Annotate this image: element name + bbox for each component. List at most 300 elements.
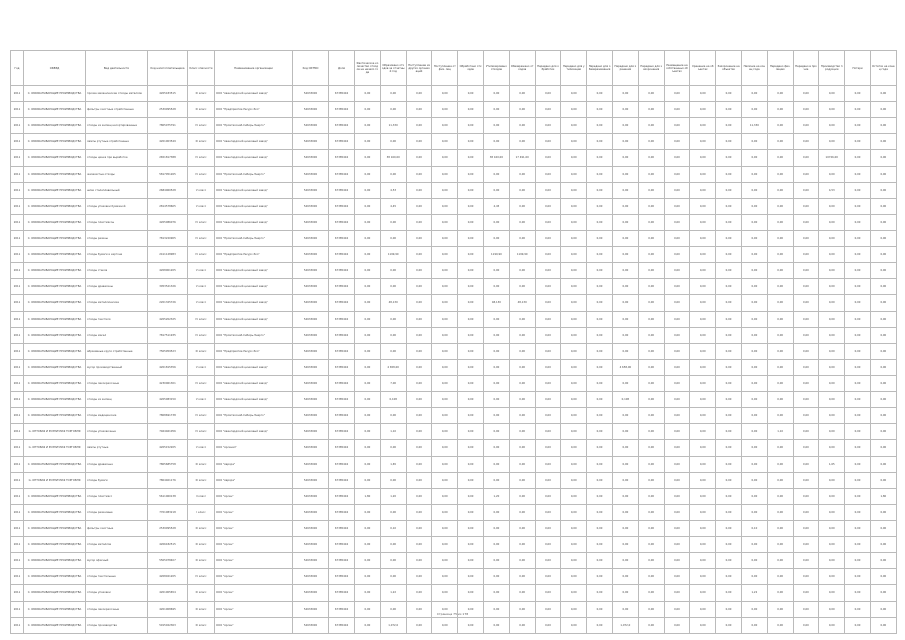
table-cell: 2011: [11, 86, 24, 102]
column-header: Поступление от физ. лиц: [432, 51, 458, 86]
table-cell: 0,00: [509, 488, 535, 504]
table-cell: 0,00: [741, 343, 767, 359]
table-cell: 0,00: [612, 553, 638, 569]
table-cell: отходы текстильные: [86, 569, 148, 585]
table-cell: 0,00: [355, 569, 381, 585]
table-cell: 0,00: [638, 601, 664, 617]
table-cell: 0,00: [612, 424, 638, 440]
table-cell: V класс: [188, 440, 215, 456]
table-cell: 0,00: [432, 424, 458, 440]
table-cell: 0,00: [767, 166, 793, 182]
table-cell: 0,00: [793, 150, 819, 166]
table-cell: 0,00: [458, 504, 484, 520]
table-cell: 0,00: [664, 488, 690, 504]
table-cell: С. ОБРАБАТЫВАЮЩИЕ ПРОИЗВОДСТВА: [24, 86, 86, 102]
table-cell: 0,00: [664, 585, 690, 601]
table-cell: 0,00: [406, 359, 432, 375]
table-cell: 0,00: [509, 198, 535, 214]
table-cell: отходы металлические: [86, 295, 148, 311]
table-cell: 0,00: [690, 343, 716, 359]
table-row: [11, 134, 897, 150]
table-row: [11, 279, 897, 295]
table-cell: 0,00: [767, 488, 793, 504]
table-cell: III класс: [188, 343, 215, 359]
table-cell: 2011: [11, 440, 24, 456]
table-cell: 0,00: [612, 230, 638, 246]
table-cell: отходы упаковочные: [86, 424, 148, 440]
table-cell: 0,00: [561, 102, 587, 118]
table-cell: 0,00: [845, 359, 871, 375]
table-cell: прочие механические отходы металлов: [86, 86, 148, 102]
table-cell: 0,00: [380, 214, 406, 230]
table-cell: 0,00: [819, 520, 845, 536]
table-cell: 0,00: [690, 585, 716, 601]
table-cell: 0,00: [819, 440, 845, 456]
table-cell: 0,00: [690, 520, 716, 536]
table-cell: ООО "Аврора": [215, 456, 293, 472]
table-cell: 0,00: [406, 392, 432, 408]
table-cell: 7701083218: [148, 504, 188, 520]
table-cell: 0,00: [509, 359, 535, 375]
table-cell: 0,00: [483, 520, 509, 536]
table-cell: 0,00: [535, 424, 561, 440]
table-cell: 0,00: [380, 102, 406, 118]
table-row: [11, 198, 897, 214]
table-cell: 0,00: [458, 86, 484, 102]
table-cell: 0,00: [870, 424, 896, 440]
table-cell: 0,00: [535, 214, 561, 230]
table-cell: ООО "Арсенал": [215, 440, 293, 456]
column-header: Передано для обработки: [535, 51, 561, 86]
table-cell: 0,00: [380, 601, 406, 617]
table-cell: 0,00: [716, 585, 742, 601]
table-cell: 0,00: [664, 424, 690, 440]
table-row: [11, 472, 897, 488]
table-cell: ООО "Промтехснаб-Сибирь-Энерго": [215, 118, 293, 134]
table-cell: 0,00: [870, 166, 896, 182]
table-cell: 2011: [11, 166, 24, 182]
table-cell: 0,00: [690, 472, 716, 488]
table-cell: 0,00: [483, 166, 509, 182]
table-cell: 1,80: [355, 488, 381, 504]
table-cell: отходы упаковки бумажной: [86, 198, 148, 214]
table-cell: 0,00: [355, 311, 381, 327]
table-cell: 0,00: [432, 230, 458, 246]
table-cell: 0,00: [664, 198, 690, 214]
table-cell: 0,00: [638, 472, 664, 488]
table-body: [11, 86, 897, 634]
table-cell: 7464461056: [148, 424, 188, 440]
table-cell: ООО "Авангардский цинковый завод": [215, 263, 293, 279]
table-cell: 4205202325: [148, 311, 188, 327]
table-cell: 0,00: [716, 86, 742, 102]
table-cell: 5915022363: [148, 617, 188, 633]
table-cell: IV класс: [188, 247, 215, 263]
table-cell: III класс: [188, 86, 215, 102]
table-cell: 0,00: [406, 198, 432, 214]
table-cell: 0,00: [406, 520, 432, 536]
table-cell: 0,00: [819, 472, 845, 488]
table-cell: 0,00: [406, 327, 432, 343]
table-cell: 0,00: [483, 230, 509, 246]
table-cell: 0,00: [767, 569, 793, 585]
table-cell: 0,00: [535, 537, 561, 553]
table-cell: 0,00: [767, 279, 793, 295]
table-cell: 0,00: [535, 520, 561, 536]
table-cell: 0,00: [355, 134, 381, 150]
table-cell: отходы бумаги и картона: [86, 247, 148, 263]
table-cell: 0,00: [587, 214, 613, 230]
table-cell: 0,00: [380, 553, 406, 569]
table-row: [11, 504, 897, 520]
table-cell: 0,00: [535, 504, 561, 520]
table-cell: 10726,00: [819, 150, 845, 166]
table-cell: 54633000: [293, 263, 329, 279]
table-cell: 0,00: [406, 408, 432, 424]
table-cell: 0,00: [690, 295, 716, 311]
table-cell: 0,00: [716, 456, 742, 472]
table-cell: 0,00: [535, 102, 561, 118]
table-cell: 67385404: [329, 569, 355, 585]
table-cell: 54633000: [293, 86, 329, 102]
table-cell: 67385404: [329, 214, 355, 230]
table-cell: С. ОБРАБАТЫВАЮЩИЕ ПРОИЗВОДСТВА: [24, 118, 86, 134]
table-cell: III класс: [188, 456, 215, 472]
table-cell: 0,00: [793, 569, 819, 585]
table-cell: 0,00: [793, 359, 819, 375]
table-cell: 0,00: [458, 601, 484, 617]
table-cell: 0,108: [380, 392, 406, 408]
column-header: Фактическое количество отходов на начало года: [355, 51, 381, 86]
table-cell: 0,00: [432, 569, 458, 585]
table-cell: 0,00: [432, 263, 458, 279]
table-cell: 0,00: [458, 553, 484, 569]
table-cell: С. ОБРАБАТЫВАЮЩИЕ ПРОИЗВОДСТВА: [24, 150, 86, 166]
column-header: Хранение на объектах: [690, 51, 716, 86]
table-cell: IV класс: [188, 118, 215, 134]
table-cell: 0,00: [845, 214, 871, 230]
table-cell: 2011: [11, 295, 24, 311]
table-cell: 0,00: [793, 134, 819, 150]
table-cell: 0,00: [716, 263, 742, 279]
table-cell: 4 658,00: [612, 359, 638, 375]
table-cell: 0,00: [458, 214, 484, 230]
table-cell: 7813220905: [148, 230, 188, 246]
table-cell: 0,00: [664, 327, 690, 343]
table-cell: 0,00: [406, 472, 432, 488]
table-cell: 0,00: [458, 375, 484, 391]
table-cell: 0,00: [535, 134, 561, 150]
table-cell: 0,00: [432, 617, 458, 633]
table-cell: 0,00: [535, 327, 561, 343]
table-cell: 0,00: [509, 408, 535, 424]
table-cell: 0,00: [741, 311, 767, 327]
table-cell: 67385404: [329, 86, 355, 102]
table-cell: 0,00: [716, 166, 742, 182]
table-cell: 4,45: [483, 198, 509, 214]
table-cell: 0,00: [716, 150, 742, 166]
table-cell: ООО "Арсен": [215, 520, 293, 536]
column-header: Образовано отходов за отчетный год: [380, 51, 406, 86]
table-cell: 54633000: [293, 118, 329, 134]
table-cell: 0,00: [845, 392, 871, 408]
table-cell: 4230061301: [148, 375, 188, 391]
table-cell: 0,00: [870, 456, 896, 472]
table-cell: лампы ртутные отработанные: [86, 134, 148, 150]
table-cell: 0,00: [587, 440, 613, 456]
table-cell: ООО "Авангардский цинковый завод": [215, 424, 293, 440]
table-cell: 0,00: [741, 472, 767, 488]
table-cell: 0,00: [587, 134, 613, 150]
table-cell: 0,00: [432, 375, 458, 391]
table-cell: 67385404: [329, 520, 355, 536]
table-cell: 0,00: [355, 617, 381, 633]
table-cell: 0,00: [690, 247, 716, 263]
table-cell: 1199,90: [509, 247, 535, 263]
table-cell: 67385404: [329, 375, 355, 391]
table-cell: 0,00: [845, 440, 871, 456]
table-cell: 0,00: [793, 553, 819, 569]
table-cell: 67385404: [329, 456, 355, 472]
table-cell: 0,00: [483, 343, 509, 359]
column-header: Код ОКТМО: [293, 51, 329, 86]
table-cell: 0,00: [483, 440, 509, 456]
table-row: [11, 263, 897, 279]
column-header: Вид деятельности: [86, 51, 148, 86]
table-cell: 0,00: [355, 408, 381, 424]
table-cell: 0,00: [690, 553, 716, 569]
table-cell: С. ОБРАБАТЫВАЮЩИЕ ПРОИЗВОДСТВА: [24, 295, 86, 311]
table-cell: 0,00: [406, 617, 432, 633]
table-cell: 0,00: [870, 279, 896, 295]
table-cell: 0,00: [406, 375, 432, 391]
table-cell: 0,00: [638, 520, 664, 536]
table-cell: 0,00: [561, 537, 587, 553]
table-cell: 0,00: [741, 569, 767, 585]
table-cell: 0,00: [483, 456, 509, 472]
table-cell: 4,53: [380, 182, 406, 198]
table-cell: III класс: [188, 102, 215, 118]
table-cell: 0,00: [406, 230, 432, 246]
table-cell: С. ОБРАБАТЫВАЮЩИЕ ПРОИЗВОДСТВА: [24, 214, 86, 230]
table-row: [11, 118, 897, 134]
table-cell: 0,00: [380, 279, 406, 295]
table-cell: 0,00: [819, 343, 845, 359]
table-cell: 0,10: [380, 520, 406, 536]
table-cell: 0,00: [716, 279, 742, 295]
table-cell: ООО "Промтехснаб-Сибирь-Энерго": [215, 327, 293, 343]
table-cell: 0,00: [870, 198, 896, 214]
table-cell: 67385404: [329, 263, 355, 279]
table-cell: 0,00: [612, 456, 638, 472]
table-cell: С. ОБРАБАТЫВАЮЩИЕ ПРОИЗВОДСТВА: [24, 134, 86, 150]
table-cell: 0,00: [355, 585, 381, 601]
table-cell: 0,00: [535, 118, 561, 134]
table-cell: 2011: [11, 102, 24, 118]
table-cell: 54633000: [293, 102, 329, 118]
table-cell: 0,00: [458, 118, 484, 134]
table-cell: 0,00: [587, 198, 613, 214]
table-cell: 0,00: [870, 247, 896, 263]
table-cell: 0,00: [509, 343, 535, 359]
table-cell: 0,00: [716, 375, 742, 391]
table-cell: 0,00: [741, 247, 767, 263]
table-cell: 0,00: [741, 263, 767, 279]
table-cell: 0,00: [561, 182, 587, 198]
table-cell: 0,00: [716, 424, 742, 440]
table-cell: 0,00: [819, 424, 845, 440]
table-cell: ООО "Предприятие Ресурс-Эко": [215, 247, 293, 263]
column-header: Потери: [845, 51, 871, 86]
table-cell: 0,00: [741, 198, 767, 214]
table-cell: 67385404: [329, 504, 355, 520]
table-cell: 0,00: [741, 359, 767, 375]
table-cell: 67385404: [329, 118, 355, 134]
table-cell: 0,00: [819, 118, 845, 134]
table-cell: IV класс: [188, 230, 215, 246]
table-cell: 0,00: [535, 585, 561, 601]
table-cell: 0,00: [819, 375, 845, 391]
table-cell: 0,00: [638, 295, 664, 311]
table-cell: 0,00: [819, 408, 845, 424]
table-cell: 0,00: [819, 230, 845, 246]
table-cell: 0,00: [767, 118, 793, 134]
table-cell: 0,00: [355, 118, 381, 134]
table-cell: 0,00: [845, 279, 871, 295]
table-cell: 0,00: [612, 263, 638, 279]
table-cell: 1,10: [767, 424, 793, 440]
table-cell: 0,00: [767, 601, 793, 617]
table-cell: 0,00: [509, 520, 535, 536]
table-cell: 0,00: [458, 311, 484, 327]
table-cell: 1,20: [483, 488, 509, 504]
table-cell: 0,00: [793, 327, 819, 343]
table-cell: 0,00: [870, 472, 896, 488]
table-cell: 0,00: [767, 343, 793, 359]
table-cell: 0,00: [716, 520, 742, 536]
table-cell: 0,00: [612, 504, 638, 520]
table-cell: 0,00: [561, 456, 587, 472]
table-cell: 0,00: [355, 375, 381, 391]
table-cell: 0,00: [819, 392, 845, 408]
table-cell: 0,00: [845, 553, 871, 569]
table-cell: 0,00: [845, 118, 871, 134]
table-cell: 0,00: [690, 198, 716, 214]
table-cell: С. ОБРАБАТЫВАЮЩИЕ ПРОИЗВОДСТВА: [24, 585, 86, 601]
table-cell: 0,00: [793, 520, 819, 536]
table-cell: 0,00: [819, 327, 845, 343]
column-header: Год: [11, 51, 24, 86]
table-cell: 0,00: [406, 424, 432, 440]
table-cell: 0,00: [458, 343, 484, 359]
table-cell: 0,00: [380, 311, 406, 327]
table-cell: отходы пластмасс: [86, 488, 148, 504]
table-cell: IV класс: [188, 408, 215, 424]
table-cell: 0,00: [432, 440, 458, 456]
table-cell: 2011: [11, 569, 24, 585]
table-cell: 0,00: [509, 617, 535, 633]
table-cell: 0,00: [458, 488, 484, 504]
table-cell: 0,00: [819, 295, 845, 311]
table-cell: 54633000: [293, 617, 329, 633]
table-cell: 0,00: [690, 311, 716, 327]
table-cell: 4205083150: [148, 392, 188, 408]
table-cell: 0,00: [483, 86, 509, 102]
table-cell: 0,00: [509, 311, 535, 327]
table-cell: 0,00: [767, 230, 793, 246]
table-cell: 0,00: [509, 456, 535, 472]
table-cell: 2651817388: [148, 150, 188, 166]
table-cell: 0,00: [793, 504, 819, 520]
table-cell: 0,00: [432, 343, 458, 359]
table-cell: отходы масел: [86, 327, 148, 343]
table-cell: 0,00: [716, 134, 742, 150]
table-cell: 0,00: [690, 456, 716, 472]
table-cell: 11,330: [741, 118, 767, 134]
table-cell: 0,00: [716, 247, 742, 263]
table-cell: ООО "Авангардский цинковый завод": [215, 134, 293, 150]
table-cell: 0,00: [406, 488, 432, 504]
table-cell: 5505078407: [148, 553, 188, 569]
table-cell: 0,00: [483, 537, 509, 553]
table-cell: 67385404: [329, 343, 355, 359]
table-cell: V класс: [188, 198, 215, 214]
table-cell: 0,00: [355, 553, 381, 569]
table-cell: 54633000: [293, 198, 329, 214]
table-cell: 2814578605: [148, 198, 188, 214]
table-cell: 54633000: [293, 456, 329, 472]
table-cell: 0,00: [535, 247, 561, 263]
table-cell: 0,00: [612, 375, 638, 391]
table-cell: 0,00: [793, 488, 819, 504]
table-cell: 0,00: [406, 102, 432, 118]
table-cell: 0,00: [432, 198, 458, 214]
table-cell: 0,00: [793, 472, 819, 488]
table-cell: 0,00: [509, 134, 535, 150]
table-cell: 0,00: [845, 86, 871, 102]
table-cell: 2011: [11, 359, 24, 375]
table-cell: IV класс: [188, 166, 215, 182]
waste-table: [10, 50, 897, 634]
table-cell: 0,00: [561, 279, 587, 295]
table-cell: 0,00: [587, 279, 613, 295]
table-cell: 0,00: [664, 375, 690, 391]
table-cell: отходы из жилищ несортированные: [86, 118, 148, 134]
table-cell: 0,00: [406, 86, 432, 102]
table-cell: 0,00: [793, 617, 819, 633]
table-cell: 0,00: [690, 375, 716, 391]
table-cell: 0,00: [587, 102, 613, 118]
table-cell: 67385404: [329, 102, 355, 118]
table-cell: отходы резины: [86, 230, 148, 246]
table-cell: 0,00: [638, 440, 664, 456]
table-cell: 1,10: [380, 424, 406, 440]
table-row: [11, 392, 897, 408]
table-cell: 0,00: [819, 504, 845, 520]
table-cell: 0,00: [638, 230, 664, 246]
table-cell: 0,00: [638, 617, 664, 633]
table-cell: 0,00: [690, 134, 716, 150]
table-cell: IV класс: [188, 569, 215, 585]
table-cell: 0,00: [845, 102, 871, 118]
table-cell: 0,00: [819, 279, 845, 295]
table-cell: 0,00: [664, 537, 690, 553]
table-cell: 0,00: [819, 247, 845, 263]
table-row: [11, 295, 897, 311]
table-cell: 0,00: [612, 537, 638, 553]
table-cell: 0,00: [716, 601, 742, 617]
table-cell: ООО "Авангардский цинковый завод": [215, 279, 293, 295]
